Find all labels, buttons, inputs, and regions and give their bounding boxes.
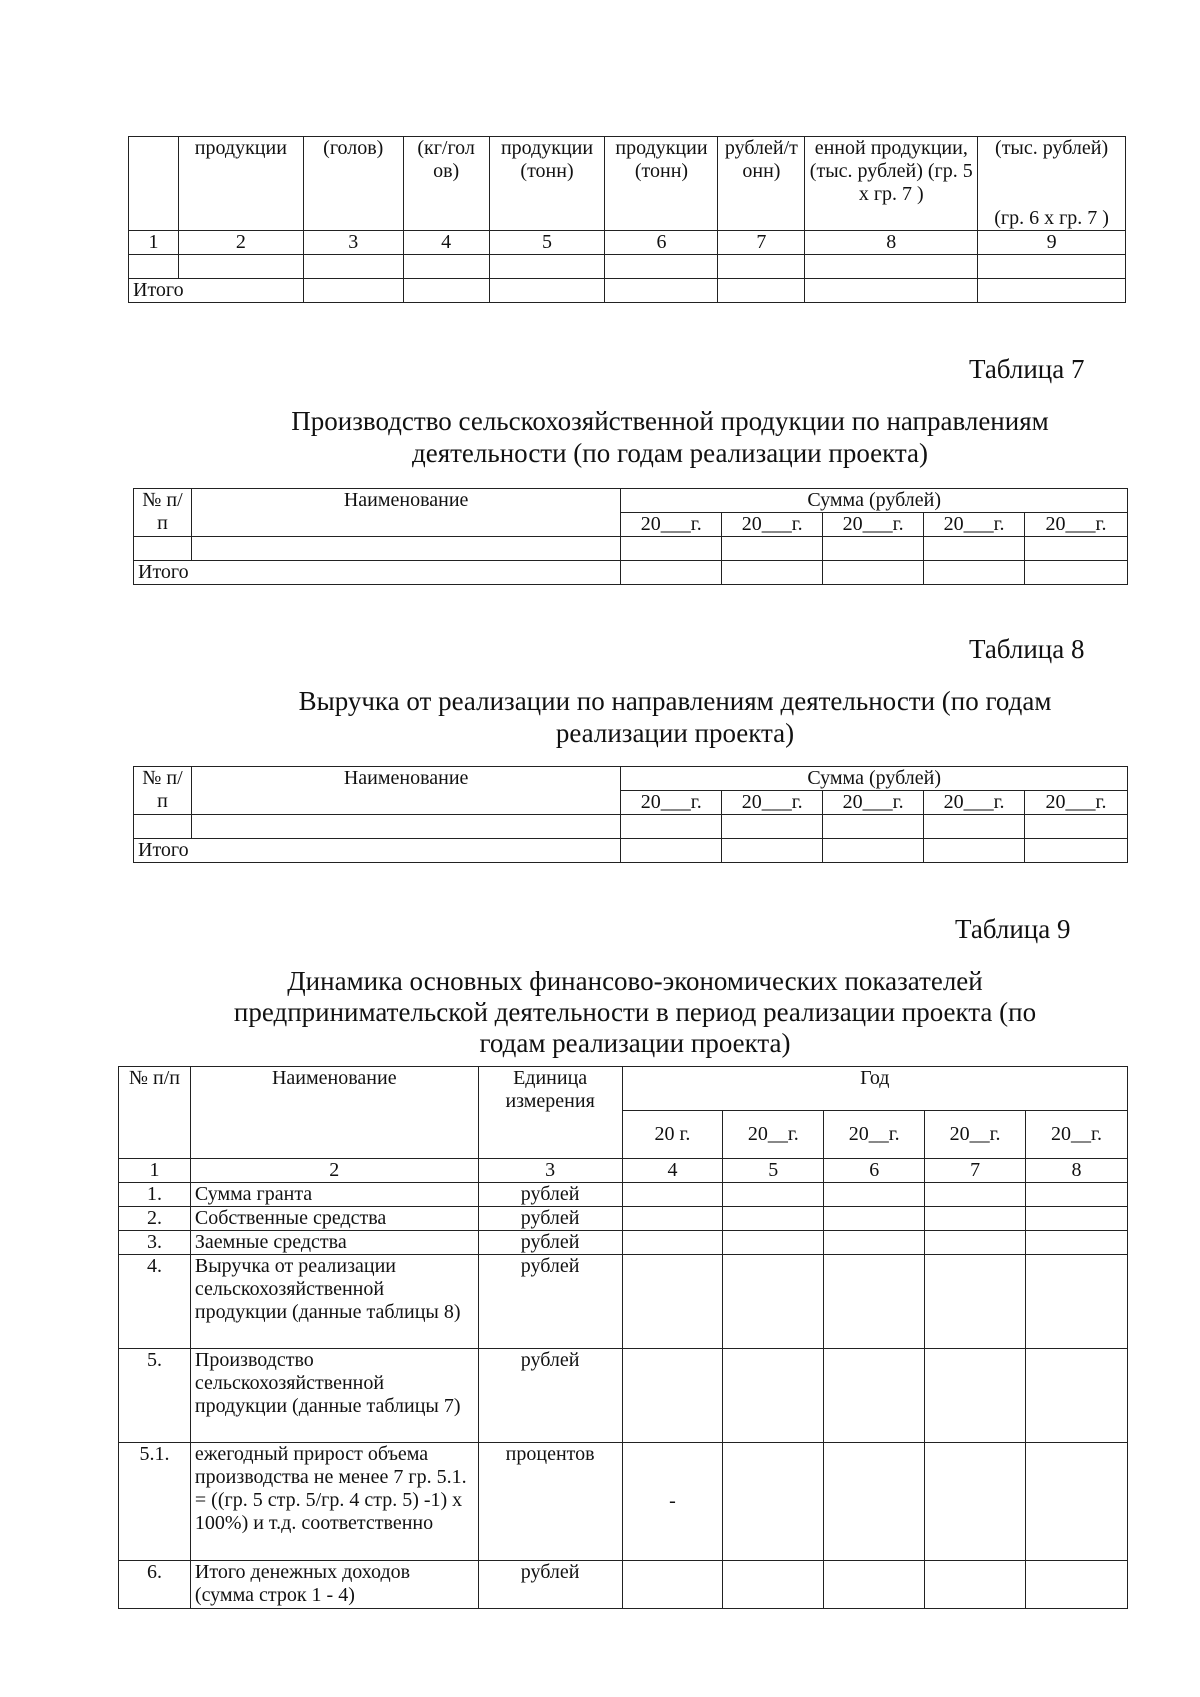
t9-row51-name: ежегодный прирост объема производства не менее 7 гр. 5.1. = ((гр. 5 стр. 5/гр. 4 стр. 5) -1) х 100%) и т.д. соответственно [190,1443,478,1561]
t9-row3-no: 3. [119,1231,191,1255]
t6-n3: 3 [303,231,403,255]
t9-row4-no: 4. [119,1255,191,1349]
t7-year-1: 20___г. [621,513,722,537]
t7-col-sum: Сумма (рублей) [621,489,1128,513]
table-row [119,1443,1128,1561]
t8-year-1: 20___г. [621,791,722,815]
t9-row3-name: Заемные средства [190,1231,478,1255]
t6-h3: (голов) [303,137,403,231]
t9-row1-no: 1. [119,1183,191,1207]
t7-year-5: 20___г. [1025,513,1128,537]
t9-row4-unit: рублей [478,1255,622,1349]
t9-row1-unit: рублей [478,1183,622,1207]
t6-h5: продукции (тонн) [489,137,605,231]
table6-colnum-row [129,231,1126,255]
table8-number: Таблица 8 [969,634,1085,664]
table8-title: Выручка от реализации по направлениям деятельности (по годам реализации проекта) [298,686,1052,748]
t6-n7: 7 [718,231,805,255]
t6-n4: 4 [403,231,489,255]
t8-year-2: 20___г. [722,791,823,815]
table6-empty-row [129,255,1126,279]
table7-number: Таблица 7 [969,354,1085,384]
table8 [133,766,1128,863]
t7-empty-row [134,537,1128,561]
t9-row5-no: 5. [119,1349,191,1443]
t6-n8: 8 [805,231,978,255]
table6-header-row [129,137,1126,231]
t7-col-no: № п/п [134,489,192,537]
t8-year-3: 20___г. [823,791,924,815]
t9-n3: 3 [478,1159,622,1183]
table7 [133,488,1128,585]
t9-row2-c4 [622,1207,723,1231]
t6-h9-formula: (гр. 6 х гр. 7 ) [994,207,1109,229]
t9-n4: 4 [622,1159,723,1183]
t7-total-label: Итого [134,561,621,585]
t9-row4-c4 [622,1255,723,1349]
t9-col-unit: Единица измерения [478,1067,622,1159]
t9-row3-unit: рублей [478,1231,622,1255]
t9-row2-name: Собственные средства [190,1207,478,1231]
t6-h9-label: (тыс. рублей) [995,137,1109,159]
t6-h9 [978,137,1126,231]
t6-total-label: Итого [129,279,304,303]
t8-total-label: Итого [134,839,621,863]
t8-col-name: Наименование [191,767,620,815]
t9-n1: 1 [119,1159,191,1183]
table-row [119,1561,1128,1609]
t7-col-name: Наименование [191,489,620,537]
t8-total-row [134,839,1128,863]
t9-row1-name: Сумма гранта [190,1183,478,1207]
table9 [118,1066,1128,1609]
t9-row2-unit: рублей [478,1207,622,1231]
t9-year-1: 20 г. [622,1111,723,1159]
t6-h6: продукции (тонн) [605,137,718,231]
table-row [119,1349,1128,1443]
t6-n5: 5 [489,231,605,255]
t9-row1-c4 [622,1183,723,1207]
t9-row4-name: Выручка от реализации сельскохозяйственной продукции (данные таблицы 8) [190,1255,478,1349]
t7-year-4: 20___г. [924,513,1025,537]
t9-year-5: 20__г. [1026,1111,1128,1159]
t9-n7: 7 [925,1159,1026,1183]
table9-number: Таблица 9 [955,914,1071,944]
table-row [119,1231,1128,1255]
t9-n5: 5 [723,1159,824,1183]
t9-row3-c4 [622,1231,723,1255]
t9-row5-name: Производство сельскохозяйственной продукции (данные таблицы 7) [190,1349,478,1443]
table9-title: Динамика основных финансово-экономических показателей предпринимательской деятельности в период реализации проекта (по годам реализации проекта) [233,966,1037,1058]
t9-n6: 6 [824,1159,925,1183]
t9-row5-c4 [622,1349,723,1443]
t9-year-3: 20__г. [824,1111,925,1159]
t9-row51-unit: процентов [478,1443,622,1561]
t6-h1 [129,137,179,231]
t8-year-4: 20___г. [924,791,1025,815]
t7-year-2: 20___г. [722,513,823,537]
t9-colnum-row [119,1159,1128,1183]
t6-n9: 9 [978,231,1126,255]
table6 [128,136,1126,303]
t9-year-2: 20__г. [723,1111,824,1159]
t9-col-year: Год [622,1067,1127,1111]
t9-row5-unit: рублей [478,1349,622,1443]
t9-row51-c4: - [622,1443,723,1561]
t9-row6-c4 [622,1561,723,1609]
table-row [119,1207,1128,1231]
t6-h2: продукции [178,137,303,231]
t9-col-name: Наименование [190,1067,478,1159]
t6-h8: енной продукции, (тыс. рублей) (гр. 5 х гр. 7 ) [805,137,978,231]
t8-year-5: 20___г. [1025,791,1128,815]
t9-row6-name: Итого денежных доходов (сумма строк 1 - 4) [190,1561,478,1609]
t9-col-no: № п/п [119,1067,191,1159]
t8-empty-row [134,815,1128,839]
table6-total-row [129,279,1126,303]
t9-row2-no: 2. [119,1207,191,1231]
t9-year-4: 20__г. [925,1111,1026,1159]
t6-n1: 1 [129,231,179,255]
t8-col-sum: Сумма (рублей) [621,767,1128,791]
t9-row6-no: 6. [119,1561,191,1609]
table-row [119,1255,1128,1349]
t6-h4: (кг/гол ов) [403,137,489,231]
t6-n6: 6 [605,231,718,255]
t6-n2: 2 [178,231,303,255]
t6-h7: рублей/т онн) [718,137,805,231]
t9-n8: 8 [1026,1159,1128,1183]
t8-col-no: № п/п [134,767,192,815]
table7-title: Производство сельскохозяйственной продукции по направлениям деятельности (по годам реализации проекта) [291,406,1049,468]
t9-row51-no: 5.1. [119,1443,191,1561]
t7-year-3: 20___г. [823,513,924,537]
t9-n2: 2 [190,1159,478,1183]
t7-total-row [134,561,1128,585]
table-row [119,1183,1128,1207]
t9-row6-unit: рублей [478,1561,622,1609]
